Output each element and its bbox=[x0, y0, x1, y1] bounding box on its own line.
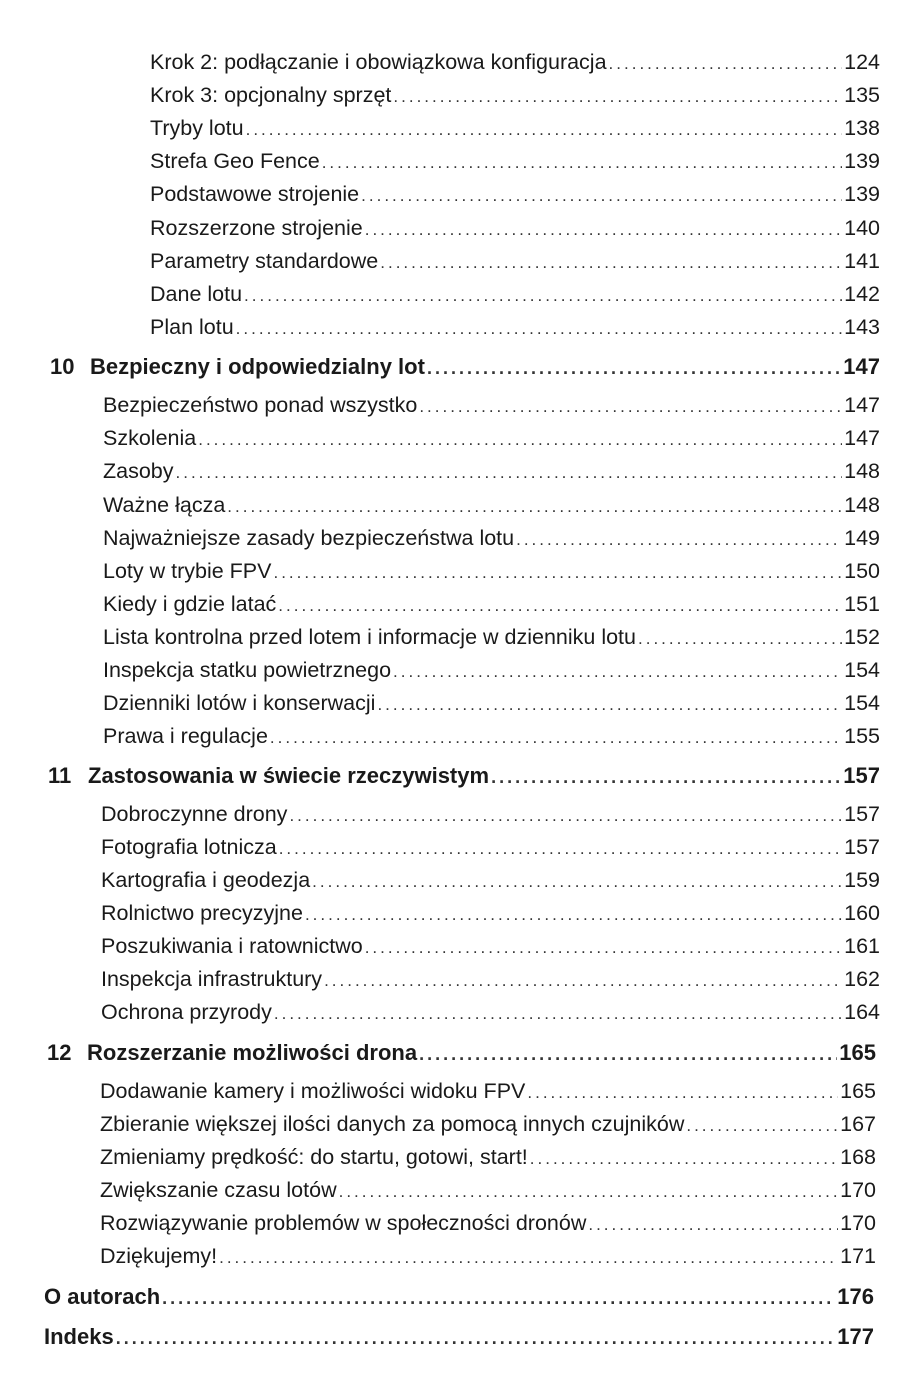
dot-leader bbox=[686, 1116, 838, 1136]
toc-entry-title: Krok 3: opcjonalny sprzęt bbox=[150, 83, 392, 107]
toc-entry bbox=[103, 691, 880, 716]
toc-chapter-page: 165 bbox=[839, 1040, 876, 1065]
dot-leader bbox=[588, 1215, 838, 1235]
toc-entry bbox=[100, 1112, 876, 1137]
toc-entry-title: Najważniejsze zasady bezpieczeństwa lotu bbox=[103, 526, 515, 550]
toc-entry-title: Parametry standardowe bbox=[150, 249, 379, 273]
toc-entry-page: 140 bbox=[844, 216, 880, 240]
dot-leader bbox=[427, 358, 841, 379]
toc-entry bbox=[101, 934, 880, 959]
toc-entry-title: Bezpieczeństwo ponad wszystko bbox=[103, 393, 418, 417]
toc-entry-page: 135 bbox=[844, 83, 880, 107]
dot-leader bbox=[312, 872, 842, 892]
toc-chapter-number: 12 bbox=[47, 1040, 72, 1065]
dot-leader bbox=[530, 1149, 838, 1169]
toc-entry bbox=[150, 50, 880, 75]
toc-entry bbox=[103, 426, 880, 451]
dot-leader bbox=[236, 319, 842, 339]
dot-leader bbox=[278, 596, 842, 616]
toc-entry-page: 161 bbox=[844, 934, 880, 958]
toc-entry-page: 148 bbox=[844, 459, 880, 483]
toc-entry bbox=[103, 625, 880, 650]
toc-entry bbox=[101, 967, 880, 992]
dot-leader bbox=[380, 253, 842, 273]
toc-entry bbox=[103, 658, 880, 683]
toc-entry bbox=[103, 559, 880, 584]
toc-entry-page: 141 bbox=[844, 249, 880, 273]
toc-entry-page: 150 bbox=[844, 559, 880, 583]
toc-entry-page: 139 bbox=[844, 182, 880, 206]
toc-entry-page: 143 bbox=[844, 315, 880, 339]
dot-leader bbox=[322, 153, 842, 173]
toc-entry bbox=[103, 592, 880, 617]
toc-entry-page: 138 bbox=[844, 116, 880, 140]
toc-entry-title: Inspekcja infrastruktury bbox=[101, 967, 323, 991]
toc-entry bbox=[101, 868, 880, 893]
toc-entry-page: 154 bbox=[844, 658, 880, 682]
toc-entry-title: Rolnictwo precyzyjne bbox=[101, 901, 303, 925]
toc-entry-title: Fotografia lotnicza bbox=[101, 835, 277, 859]
toc-section-title: Indeks bbox=[44, 1324, 114, 1349]
toc-entry-title: Kartografia i geodezja bbox=[101, 868, 311, 892]
toc-entry-page: 162 bbox=[844, 967, 880, 991]
toc-entry-page: 154 bbox=[844, 691, 880, 715]
toc-entry-page: 167 bbox=[840, 1112, 876, 1136]
toc-entry bbox=[103, 393, 880, 418]
toc-entry-page: 148 bbox=[844, 493, 880, 517]
toc-section-page: 177 bbox=[837, 1324, 874, 1349]
dot-leader bbox=[339, 1182, 839, 1202]
toc-entry bbox=[150, 282, 880, 307]
toc-chapter-title: Zastosowania w świecie rzeczywistym bbox=[88, 763, 490, 788]
dot-leader bbox=[377, 695, 842, 715]
toc-entry bbox=[150, 182, 880, 207]
toc-entry bbox=[101, 1000, 880, 1025]
toc-entry-title: Ważne łącza bbox=[103, 493, 226, 517]
toc-entry bbox=[100, 1079, 876, 1104]
dot-leader bbox=[244, 286, 842, 306]
dot-leader bbox=[393, 87, 842, 107]
dot-leader bbox=[609, 54, 843, 74]
dot-leader bbox=[162, 1288, 835, 1309]
toc-entry-title: Loty w trybie FPV bbox=[103, 559, 272, 583]
toc-entry-page: 170 bbox=[840, 1211, 876, 1235]
toc-entry-page: 147 bbox=[844, 426, 880, 450]
toc-entry-page: 170 bbox=[840, 1178, 876, 1202]
toc-entry bbox=[101, 802, 880, 827]
toc-entry-page: 149 bbox=[844, 526, 880, 550]
toc-entry-title: Strefa Geo Fence bbox=[150, 149, 320, 173]
toc-entry-title: Dzienniki lotów i konserwacji bbox=[103, 691, 376, 715]
toc-entry-title: Inspekcja statku powietrznego bbox=[103, 658, 392, 682]
toc-entry-title: Lista kontrolna przed lotem i informacje w dzienniku lotu bbox=[103, 625, 636, 649]
dot-leader bbox=[419, 397, 842, 417]
toc-entry-page: 165 bbox=[840, 1079, 876, 1103]
toc-chapter bbox=[48, 763, 880, 789]
toc-entry bbox=[100, 1145, 876, 1170]
toc-entry bbox=[103, 526, 880, 551]
toc-section-title: O autorach bbox=[44, 1284, 161, 1309]
toc-entry-page: 151 bbox=[844, 592, 880, 616]
toc-entry bbox=[150, 216, 880, 241]
toc-chapter bbox=[50, 354, 880, 380]
dot-leader bbox=[638, 629, 842, 649]
toc-entry-title: Rozszerzone strojenie bbox=[150, 216, 363, 240]
toc-entry-page: 168 bbox=[840, 1145, 876, 1169]
dot-leader bbox=[198, 430, 842, 450]
toc-entry-title: Dodawanie kamery i możliwości widoku FPV bbox=[100, 1079, 526, 1103]
toc-entry-title: Dane lotu bbox=[150, 282, 243, 306]
toc-entry bbox=[150, 149, 880, 174]
toc-entry-title: Tryby lotu bbox=[150, 116, 244, 140]
dot-leader bbox=[274, 1004, 842, 1024]
dot-leader bbox=[227, 497, 842, 517]
toc-section-page: 176 bbox=[837, 1284, 874, 1309]
dot-leader bbox=[270, 728, 842, 748]
toc-entry-page: 152 bbox=[844, 625, 880, 649]
dot-leader bbox=[419, 1044, 837, 1065]
toc-entry bbox=[103, 493, 880, 518]
toc-entry-page: 160 bbox=[844, 901, 880, 925]
toc-entry bbox=[103, 724, 880, 749]
toc-entry-title: Plan lotu bbox=[150, 315, 234, 339]
toc-entry bbox=[150, 116, 880, 141]
toc-entry bbox=[101, 835, 880, 860]
toc-entry-page: 159 bbox=[844, 868, 880, 892]
toc-entry bbox=[150, 83, 880, 108]
toc-entry bbox=[150, 315, 880, 340]
dot-leader bbox=[516, 530, 842, 550]
toc-entry bbox=[150, 249, 880, 274]
dot-leader bbox=[365, 220, 842, 240]
toc-entry-title: Zasoby bbox=[103, 459, 174, 483]
dot-leader bbox=[491, 767, 841, 788]
toc-entry-page: 139 bbox=[844, 149, 880, 173]
dot-leader bbox=[305, 905, 842, 925]
toc-entry-title: Ochrona przyrody bbox=[101, 1000, 272, 1024]
toc-entry-page: 147 bbox=[844, 393, 880, 417]
toc-chapter bbox=[47, 1040, 876, 1066]
dot-leader bbox=[361, 186, 842, 206]
toc-entry bbox=[100, 1178, 876, 1203]
toc-entry-title: Zwiększanie czasu lotów bbox=[100, 1178, 337, 1202]
toc-chapter-page: 147 bbox=[843, 354, 880, 379]
toc-chapter-title: Rozszerzanie możliwości drona bbox=[87, 1040, 418, 1065]
toc-entry-title: Zmieniamy prędkość: do startu, gotowi, start! bbox=[100, 1145, 528, 1169]
toc-entry-page: 155 bbox=[844, 724, 880, 748]
toc-entry-title: Prawa i regulacje bbox=[103, 724, 268, 748]
toc-chapter-number: 10 bbox=[50, 354, 75, 379]
toc-entry bbox=[100, 1244, 876, 1269]
dot-leader bbox=[273, 563, 842, 583]
toc-chapter-number: 11 bbox=[48, 763, 72, 788]
dot-leader bbox=[289, 806, 842, 826]
toc-entry-title: Szkolenia bbox=[103, 426, 197, 450]
toc-entry-title: Kiedy i gdzie latać bbox=[103, 592, 277, 616]
dot-leader bbox=[246, 120, 843, 140]
toc-entry bbox=[100, 1211, 876, 1236]
toc-entry-page: 171 bbox=[840, 1244, 876, 1268]
toc-entry-title: Krok 2: podłączanie i obowiązkowa konfiguracja bbox=[150, 50, 607, 74]
toc-section bbox=[44, 1284, 874, 1310]
dot-leader bbox=[116, 1328, 836, 1349]
toc-entry-title: Podstawowe strojenie bbox=[150, 182, 360, 206]
toc-entry-page: 157 bbox=[844, 802, 880, 826]
toc-section bbox=[44, 1324, 874, 1350]
dot-leader bbox=[279, 839, 842, 859]
dot-leader bbox=[365, 938, 842, 958]
toc-entry-title: Poszukiwania i ratownictwo bbox=[101, 934, 363, 958]
toc-entry bbox=[103, 459, 880, 484]
toc-entry-page: 164 bbox=[844, 1000, 880, 1024]
dot-leader bbox=[219, 1248, 838, 1268]
dot-leader bbox=[176, 463, 843, 483]
toc-entry-title: Zbieranie większej ilości danych za pomocą innych czujników bbox=[100, 1112, 685, 1136]
toc-entry-page: 157 bbox=[844, 835, 880, 859]
toc-entry-title: Dziękujemy! bbox=[100, 1244, 218, 1268]
toc-entry bbox=[101, 901, 880, 926]
dot-leader bbox=[393, 662, 842, 682]
toc-entry-page: 142 bbox=[844, 282, 880, 306]
toc-chapter-title: Bezpieczny i odpowiedzialny lot bbox=[90, 354, 425, 379]
toc-entry-title: Dobroczynne drony bbox=[101, 802, 288, 826]
toc-entry-page: 124 bbox=[844, 50, 880, 74]
dot-leader bbox=[527, 1083, 838, 1103]
toc-entry-title: Rozwiązywanie problemów w społeczności dronów bbox=[100, 1211, 587, 1235]
toc-chapter-page: 157 bbox=[843, 763, 880, 788]
dot-leader bbox=[324, 971, 842, 991]
